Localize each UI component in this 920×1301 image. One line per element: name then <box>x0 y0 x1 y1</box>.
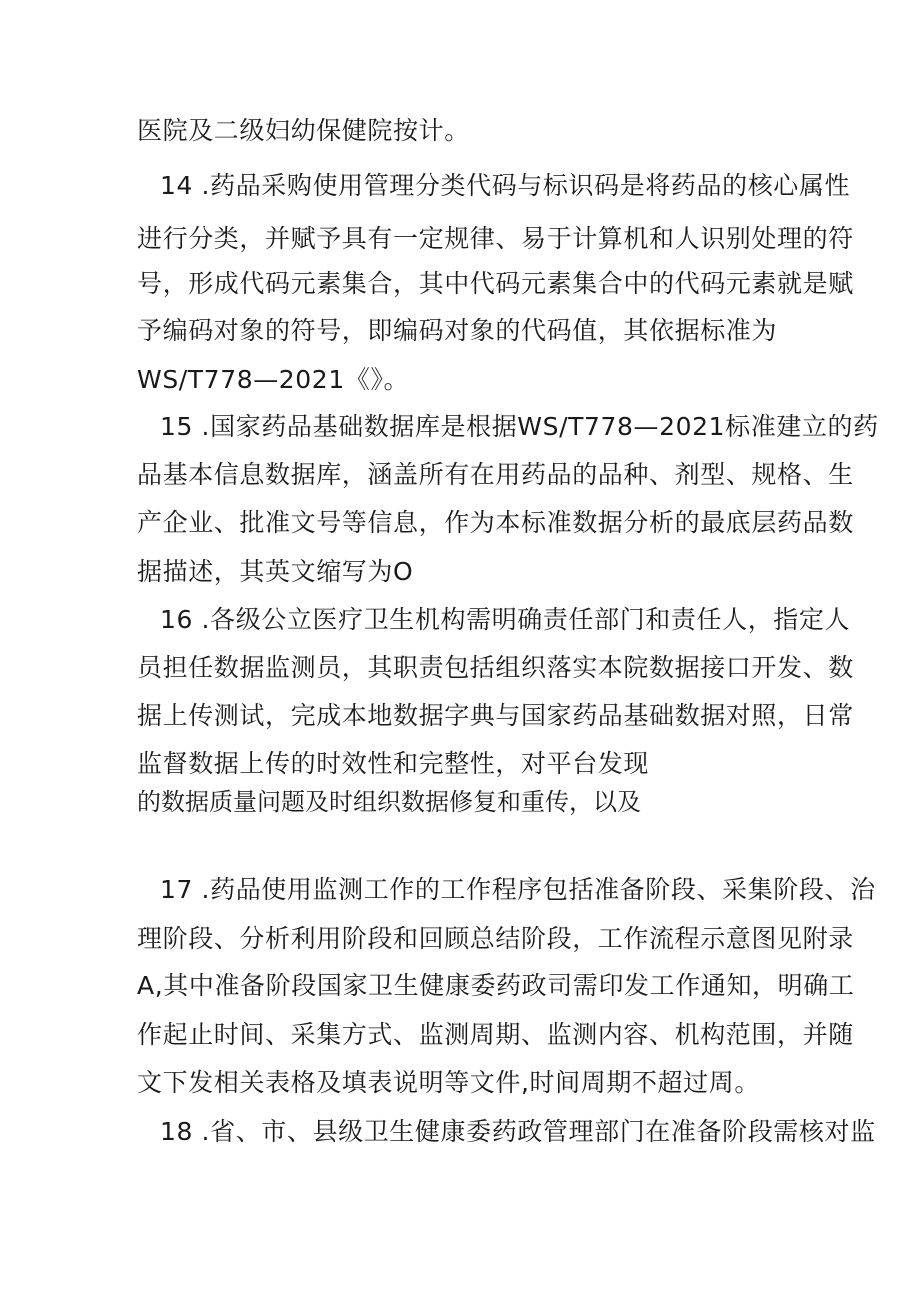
item-15-line-1: 15 .国家药品基础数据库是根据WS/T778—2021标准建立的药 <box>160 412 879 441</box>
item-15-line-3: 产企业、批准文号等信息，作为本标准数据分析的最底层药品数 <box>137 508 854 537</box>
item-16-line-1: 16 .各级公立医疗卫生机构需明确责任部门和责任人，指定人 <box>160 605 851 634</box>
item-16-line-3: 据上传测试，完成本地数据字典与国家药品基础数据对照，日常 <box>137 701 854 730</box>
item-17-line-5: 文下发相关表格及填表说明等文件,时间周期不超过周。 <box>137 1068 760 1097</box>
item-17-line-1: 17 .药品使用监测工作的工作程序包括准备阶段、采集阶段、治 <box>160 875 876 904</box>
item-17-line-4: 作起止时间、采集方式、监测周期、监测内容、机构范围，并随 <box>137 1020 854 1049</box>
item-17-line-3: A,其中准备阶段国家卫生健康委药政司需印发工作通知，明确工 <box>137 971 855 1000</box>
item-14-line-4: 予编码对象的符号，即编码对象的代码值，其依据标准为 <box>137 316 778 345</box>
item-14-line-1: 14 .药品采购使用管理分类代码与标识码是将药品的核心属性 <box>160 171 851 200</box>
item-16-line-4: 监督数据上传的时效性和完整性，对平台发现 <box>137 749 650 778</box>
item-14-line-3: 号，形成代码元素集合，其中代码元素集合中的代码元素就是赋 <box>137 269 854 298</box>
item-18-line-1: 18 .省、市、县级卫生健康委药政管理部门在准备阶段需核对监 <box>160 1117 876 1146</box>
text-line-continuation: 医院及二级妇幼保健院按计。 <box>137 116 470 145</box>
item-15-line-2: 品基本信息数据库，涵盖所有在用药品的品种、剂型、规格、生 <box>137 460 854 489</box>
item-16-line-5: 的数据质量问题及时组织数据修复和重传，以及 <box>137 788 641 816</box>
item-14-line-5: WS/T778—2021《》。 <box>137 365 410 394</box>
item-17-line-2: 理阶段、分析利用阶段和回顾总结阶段，工作流程示意图见附录 <box>137 924 854 953</box>
item-16-line-2: 员担任数据监测员，其职责包括组织落实本院数据接口开发、数 <box>137 653 854 682</box>
item-14-line-2: 进行分类，并赋予具有一定规律、易于计算机和人识别处理的符 <box>137 224 854 253</box>
item-15-line-4: 据描述，其英文缩写为O <box>137 557 414 586</box>
